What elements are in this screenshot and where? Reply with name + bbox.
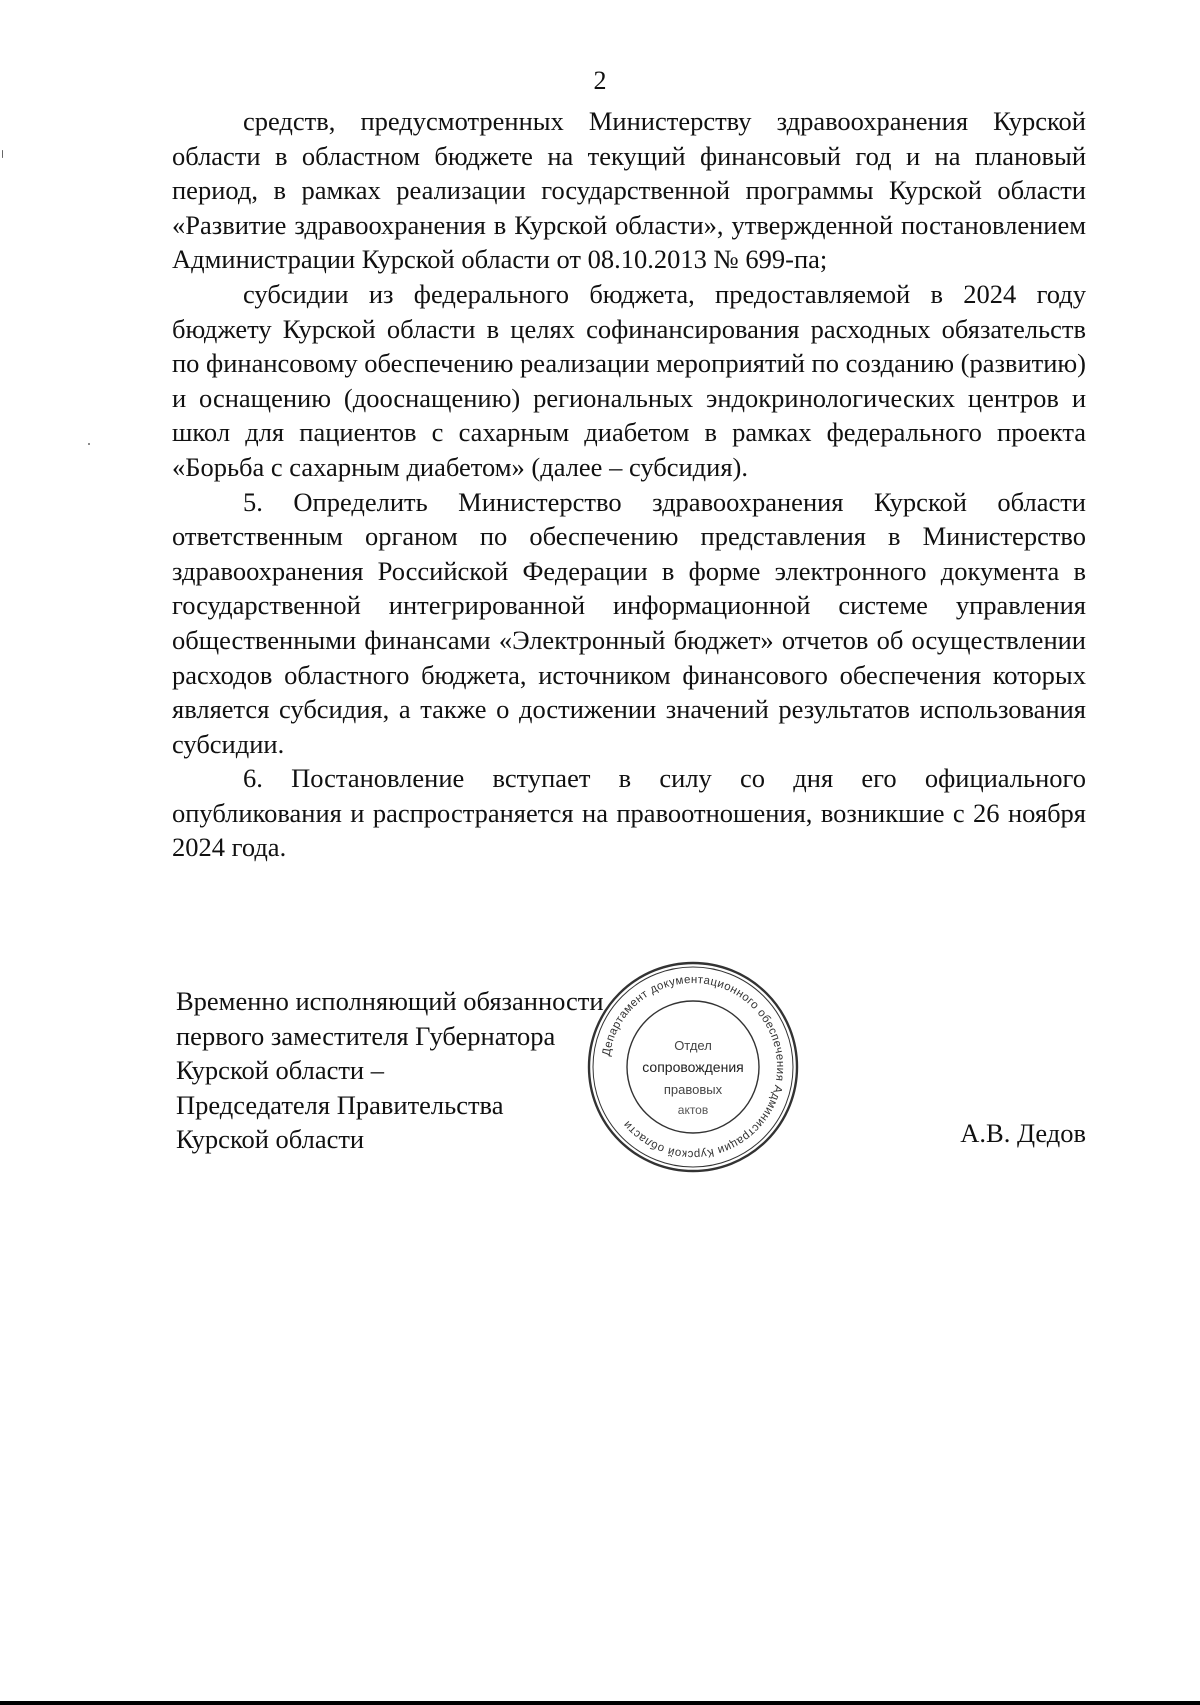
- signatory-title: [176, 984, 604, 1157]
- paragraph: 5. Определить Министерство здравоохранения Курской области ответственным органом по обеспечению представления в Министерство здравоохранения Российской Федерации в форме электронного документа в государственной интегрированной информационной системе управления общественными финансами «Электронный бюджет» отчетов об осуществлении расходов областного бюджета, источником финансового обеспечения которых является субсидия, а также о достижении значений результатов использования субсидии.: [172, 486, 1086, 759]
- stamp-ring-text-path: Департамент документационного обеспечения Администрации Курской области: [600, 973, 787, 1161]
- stamp-center-line: актов: [677, 1103, 709, 1117]
- scan-speck: [88, 443, 90, 445]
- paragraph: субсидии из федерального бюджета, предоставляемой в 2024 году бюджету Курской области в целях софинансирования расходных обязательств по финансовому обеспечению реализации мероприятий по созданию (развитию) и оснащению (дооснащению) региональных эндокринологических центров и школ для пациентов с сахарным диабетом в рамках федерального проекта «Борьба с сахарным диабетом» (далее – субсидия).: [172, 278, 1087, 482]
- scan-speck: [2, 150, 3, 158]
- signatory-title-line: первого заместителя Губернатора: [176, 1020, 556, 1051]
- paragraph: 6. Постановление вступает в силу со дня его официального опубликования и распространяется на правоотношения, возникшие с 26 ноября 2024 года.: [172, 763, 1086, 863]
- stamp-center-line: Отдел: [674, 1038, 712, 1053]
- stamp-center-line: сопровождения: [642, 1059, 744, 1075]
- signatory-name: А.В. Дедов: [960, 1118, 1086, 1148]
- scan-edge-line: [0, 1701, 1200, 1705]
- signatory-title-line: Курской области: [176, 1124, 365, 1154]
- page-number: 2: [593, 66, 607, 95]
- signatory-title-line: Временно исполняющий обязанности: [176, 986, 604, 1016]
- paragraph: средств, предусмотренных Министерству здравоохранения Курской области в областном бюджете на текущий финансовый год и на плановый период, в рамках реализации государственной программы Курской области «Развитие здравоохранения в Курской области», утвержденной постановлением Администрации Курской области от 08.10.2013 № 699-па;: [172, 106, 1086, 275]
- stamp-center-line: правовых: [663, 1082, 723, 1097]
- signatory-title-line: Курской области –: [176, 1055, 384, 1085]
- document-body: [172, 104, 1086, 865]
- official-stamp: [584, 958, 802, 1176]
- signatory-title-line: Председателя Правительства: [176, 1089, 504, 1120]
